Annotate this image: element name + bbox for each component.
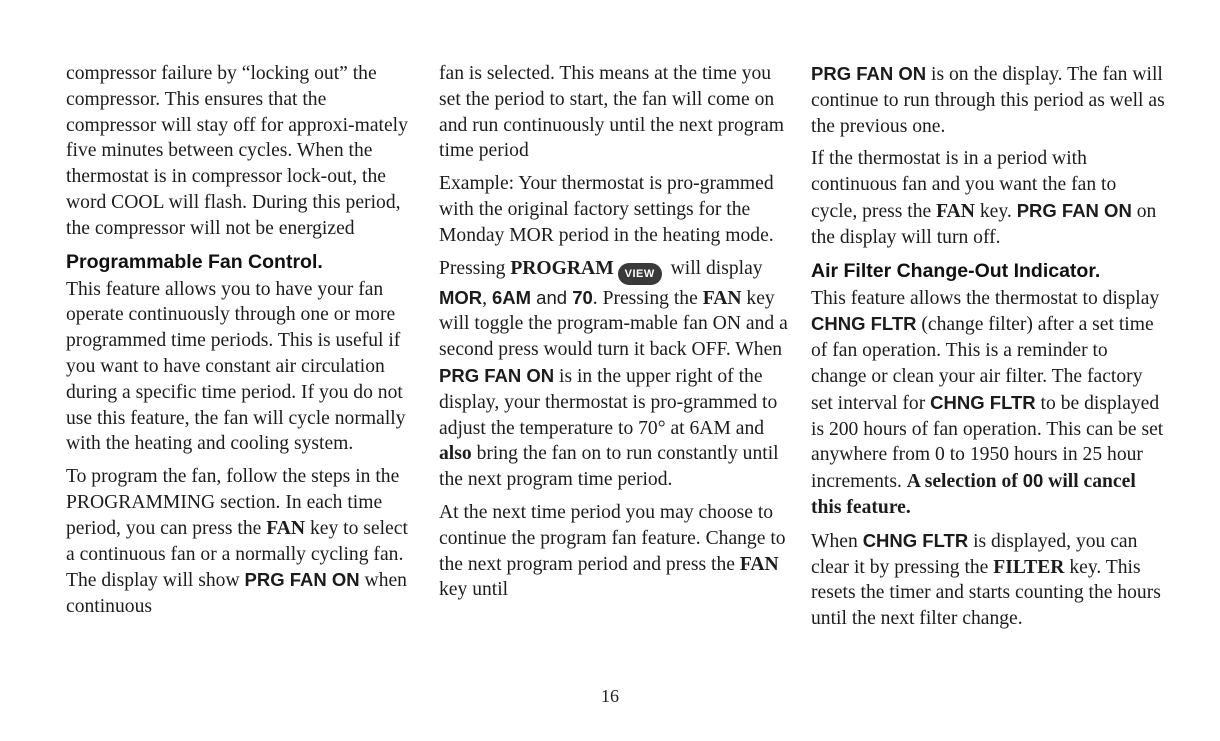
text-run: is on the display. The fan will continue to run through this period as well as the previous one. bbox=[811, 64, 1165, 137]
key-name-program: PROGRAM bbox=[510, 257, 614, 279]
paragraph-fan-feature: This feature allows you to have your fan operate continuously through one or more programmed time periods. This is useful if you want to have constant air circulation during a specific time period. If you do not use this feature, the fan will cycle normally with the heating and cooling system. bbox=[66, 278, 406, 455]
paragraph-clear-filter bbox=[811, 528, 1167, 632]
display-text-prg-fan-on: PRG FAN ON bbox=[244, 569, 360, 591]
emphasis-selection: A selection of bbox=[906, 471, 1023, 493]
display-text-70: 70 bbox=[572, 286, 593, 308]
paragraph-pressing-program bbox=[439, 256, 791, 493]
emphasis-also: also bbox=[439, 443, 472, 465]
text-run: will display bbox=[665, 257, 763, 279]
key-name-fan: FAN bbox=[702, 287, 742, 309]
display-text-6am: 6AM bbox=[491, 286, 532, 308]
paragraph-filter-feature bbox=[811, 286, 1167, 521]
text-run: key until bbox=[439, 579, 509, 601]
paragraph-fan-selected: fan is selected. This means at the time you set the period to start, the fan will come on and run continuously until the next program time period bbox=[439, 63, 785, 162]
text-run: key to select a continuous fan or a normally cycling fan. The display will show bbox=[66, 517, 408, 592]
heading-programmable-fan-control: Programmable Fan Control. bbox=[66, 250, 323, 273]
key-name-fan: FAN bbox=[739, 553, 779, 575]
heading-air-filter-indicator: Air Filter Change-Out Indicator. bbox=[811, 259, 1101, 282]
display-text-chng-fltr: CHNG FLTR bbox=[930, 391, 1036, 413]
text-run: on the display will turn off. bbox=[811, 200, 1157, 248]
text-run: If the thermostat is in a period with continuous fan and you want the fan to cycle, press the bbox=[811, 148, 1117, 222]
paragraph-compressor-lockout: compressor failure by “locking out” the compressor. This ensures that the compressor will stay off for approxi-mately five minutes between cycles. When the thermostat is in compressor lock-out, the word COOL will flash. During this period, the compressor will not be energized bbox=[66, 63, 408, 239]
text-run: key. This resets the timer and starts counting the hours until the next filter change. bbox=[811, 556, 1161, 630]
display-text-mor: MOR bbox=[439, 286, 483, 308]
text-column-left bbox=[66, 61, 418, 627]
display-text-prg-fan-on: PRG FAN ON bbox=[439, 364, 555, 386]
display-text-prg-fan-on: PRG FAN ON bbox=[811, 63, 927, 84]
text-column-middle bbox=[439, 61, 791, 610]
paragraph-example: Example: Your thermostat is pro-grammed with the original factory settings for the Monday MOR period in the heating mode. bbox=[439, 173, 774, 246]
text-run: to be displayed is 200 hours of fan operation. This can be set anywhere from 0 to 1950 hours in 25 hour increments. bbox=[811, 392, 1164, 493]
text-run: Pressing bbox=[439, 257, 511, 279]
text-run: is in the upper right of the display, your thermostat is pro-grammed to adjust the temperature to 70° at 6AM and bbox=[439, 365, 778, 439]
text-column-right bbox=[811, 61, 1167, 639]
text-run: , bbox=[482, 287, 492, 309]
text-run: When bbox=[811, 530, 863, 552]
emphasis-cancel: will cancel this feature. bbox=[811, 471, 1136, 518]
text-run: is displayed, you can clear it by pressing the bbox=[811, 530, 1138, 578]
text-run: To program the fan, follow the steps in the PROGRAMMING section. In each time period, you can press the bbox=[66, 466, 400, 539]
text-run: when continuous bbox=[66, 570, 407, 618]
key-name-fan: FAN bbox=[936, 200, 975, 222]
view-button-icon: VIEW bbox=[618, 263, 662, 285]
display-text-00: 00 bbox=[1022, 470, 1044, 492]
key-name-fan: FAN bbox=[266, 517, 306, 539]
paragraph-next-period bbox=[439, 500, 791, 603]
display-text-chng-fltr: CHNG FLTR bbox=[862, 529, 969, 551]
text-run: . Pressing the bbox=[592, 287, 703, 309]
text-run: key. bbox=[974, 200, 1017, 222]
key-name-filter: FILTER bbox=[993, 556, 1065, 578]
display-text-chng-fltr: CHNG FLTR bbox=[811, 313, 917, 335]
text-run: (change filter) after a set time of fan operation. This is a reminder to change or clean your air filter. The factory set interval for bbox=[811, 314, 1154, 414]
paragraph-prg-fan-on-display bbox=[811, 61, 1167, 139]
text-run: key will toggle the program-mable fan ON and a second press would turn it back OFF. When bbox=[439, 287, 788, 361]
page-number: 16 bbox=[601, 686, 619, 706]
text-run: At the next time period you may choose to continue the program fan feature. Change to the next program period and press the bbox=[439, 501, 786, 575]
text-run: This feature allows the thermostat to display bbox=[811, 287, 1160, 309]
text-run: bring the fan on to run constantly until the next program time period. bbox=[439, 443, 779, 491]
paragraph-cycle-fan bbox=[811, 146, 1167, 250]
text-run: and bbox=[531, 286, 573, 308]
paragraph-program-fan bbox=[66, 464, 418, 620]
display-text-prg-fan-on: PRG FAN ON bbox=[1016, 199, 1132, 221]
